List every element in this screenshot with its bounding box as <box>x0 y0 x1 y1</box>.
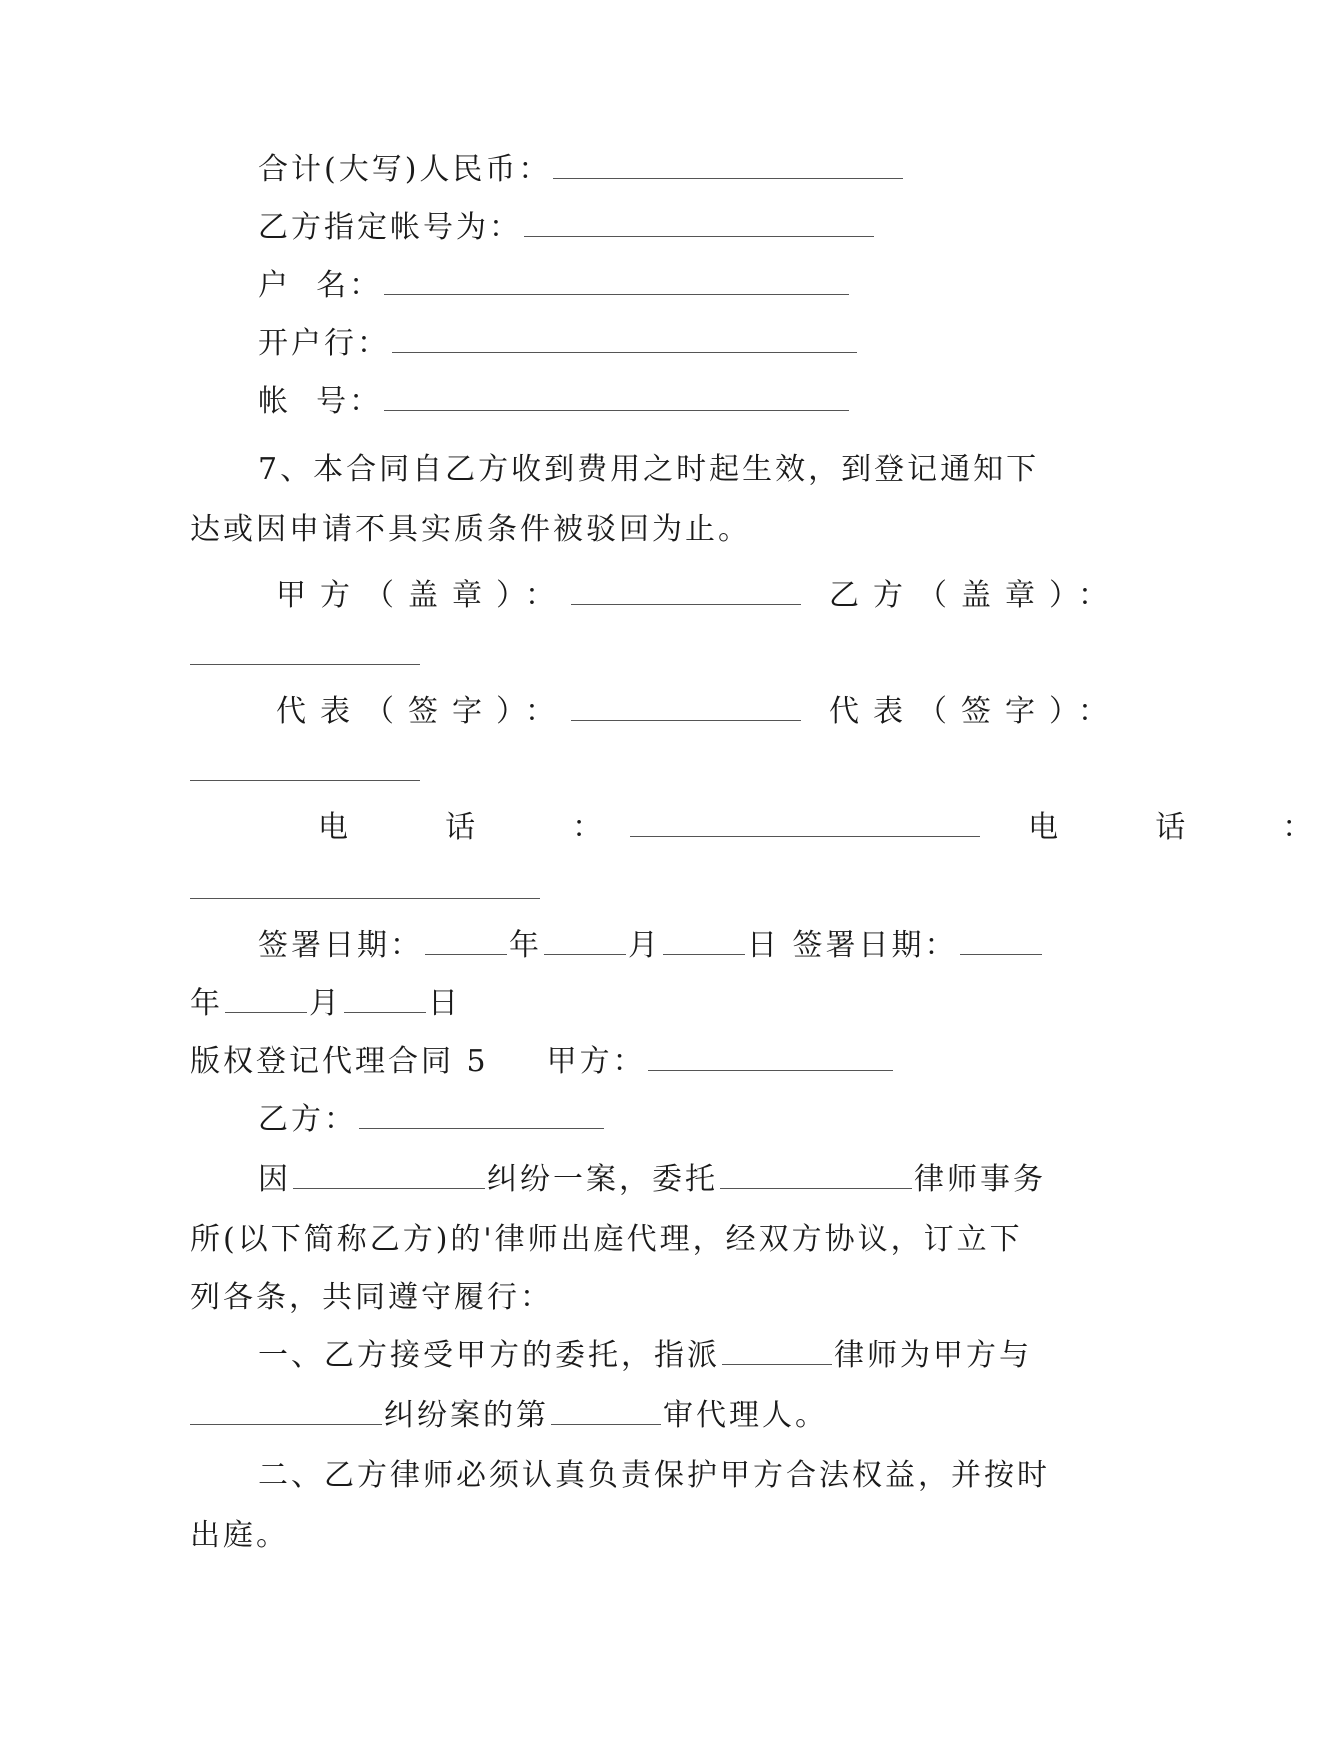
phone-b-line <box>190 870 542 910</box>
sign-date-a-label: 签署日期： <box>258 928 423 963</box>
bank-line <box>258 324 859 364</box>
party-a-label: 甲方： <box>546 1044 646 1079</box>
bank-label: 开户行： <box>258 326 390 361</box>
item-2-line-2: 出庭。 <box>190 1518 289 1553</box>
sign-date-line <box>258 926 1044 966</box>
sign-date-a-month-blank[interactable] <box>544 930 626 955</box>
intro-text-1: 因 <box>258 1162 291 1197</box>
account-number-label: 帐 号： <box>258 384 383 419</box>
phone-a-label: 电 话 ： <box>318 810 629 845</box>
item-1-line-2 <box>190 1396 828 1436</box>
total-amount-label: 合计(大写)人民币： <box>258 152 552 187</box>
sign-date-b-day-blank[interactable] <box>344 988 426 1013</box>
rep-b-sign-blank[interactable] <box>190 756 420 781</box>
intro-line-2: 所(以下简称乙方)的'律师出庭代理，经双方协议，订立下 <box>190 1222 1023 1257</box>
sign-date-a-day-blank[interactable] <box>663 930 745 955</box>
item-1-text-4: 审代理人。 <box>663 1398 828 1433</box>
phone-b-label: 电 话 ： <box>1028 810 1338 845</box>
account-number-line <box>258 382 851 422</box>
account-name-label: 户 名： <box>258 268 383 303</box>
account-number-blank[interactable] <box>384 386 849 411</box>
total-amount-line <box>258 150 905 190</box>
rep-b-sign-line <box>190 752 422 792</box>
rep-b-sign-label: 代表（签字）： <box>829 694 1122 729</box>
contract-5-title-line <box>190 1042 895 1082</box>
clause-7-line-1: 7、本合同自乙方收到费用之时起生效，到登记通知下 <box>258 452 1040 487</box>
party-a-seal-blank[interactable] <box>571 580 801 605</box>
bank-blank[interactable] <box>392 328 857 353</box>
party-b-label: 乙方： <box>258 1102 357 1137</box>
party-a-seal-line <box>276 576 1122 616</box>
intro-line-1 <box>258 1160 1046 1200</box>
intro-text-3: 律师事务 <box>914 1162 1046 1197</box>
sign-date-b-label: 签署日期： <box>792 928 958 963</box>
party-b-line <box>258 1100 606 1140</box>
instance-blank[interactable] <box>551 1400 661 1425</box>
account-name-line <box>258 266 851 306</box>
sign-date-b-month: 月 <box>309 986 342 1021</box>
contract-5-title: 版权登记代理合同 5 <box>190 1044 489 1079</box>
designated-account-blank[interactable] <box>524 212 874 237</box>
dispute-blank[interactable] <box>293 1164 485 1189</box>
item-2-line-1: 二、乙方律师必须认真负责保护甲方合法权益，并按时 <box>258 1458 1050 1493</box>
sign-date-a-year: 年 <box>509 928 542 963</box>
sign-date-b-day: 日 <box>428 986 461 1021</box>
sign-date-b-line <box>190 984 461 1024</box>
party-b-seal-line <box>190 636 422 676</box>
phone-a-blank[interactable] <box>630 812 980 837</box>
sign-date-b-year: 年 <box>190 986 223 1021</box>
intro-line-3: 列各条，共同遵守履行： <box>190 1280 553 1315</box>
rep-a-sign-label: 代表（签字）： <box>276 694 569 729</box>
party-a-blank[interactable] <box>648 1046 893 1071</box>
sign-date-a-year-blank[interactable] <box>425 930 507 955</box>
sign-date-a-day: 日 <box>747 928 780 963</box>
rep-a-sign-blank[interactable] <box>571 696 801 721</box>
sign-date-a-month: 月 <box>628 928 661 963</box>
rep-sign-line <box>276 692 1122 732</box>
party-b-seal-blank[interactable] <box>190 640 420 665</box>
sign-date-b-year-blank[interactable] <box>960 930 1042 955</box>
item-1-text-1: 一、乙方接受甲方的委托，指派 <box>258 1338 720 1373</box>
phone-line <box>318 808 1338 848</box>
party-b-seal-label: 乙方（盖章）： <box>829 578 1122 613</box>
phone-b-blank[interactable] <box>190 874 540 899</box>
party-b-blank[interactable] <box>359 1104 604 1129</box>
item-1-text-3: 纠纷案的第 <box>384 1398 549 1433</box>
designated-account-line <box>258 208 876 248</box>
clause-7-line-2: 达或因申请不具实质条件被驳回为止。 <box>190 512 751 547</box>
law-firm-blank[interactable] <box>720 1164 912 1189</box>
designated-account-label: 乙方指定帐号为： <box>258 210 522 245</box>
opponent-blank[interactable] <box>190 1400 382 1425</box>
party-a-seal-label: 甲方（盖章）： <box>276 578 569 613</box>
lawyer-blank[interactable] <box>722 1340 832 1365</box>
total-amount-blank[interactable] <box>553 154 903 179</box>
intro-text-2: 纠纷一案，委托 <box>487 1162 718 1197</box>
account-name-blank[interactable] <box>384 270 849 295</box>
sign-date-b-month-blank[interactable] <box>225 988 307 1013</box>
item-1-text-2: 律师为甲方与 <box>834 1338 1032 1373</box>
item-1-line-1 <box>258 1336 1032 1376</box>
